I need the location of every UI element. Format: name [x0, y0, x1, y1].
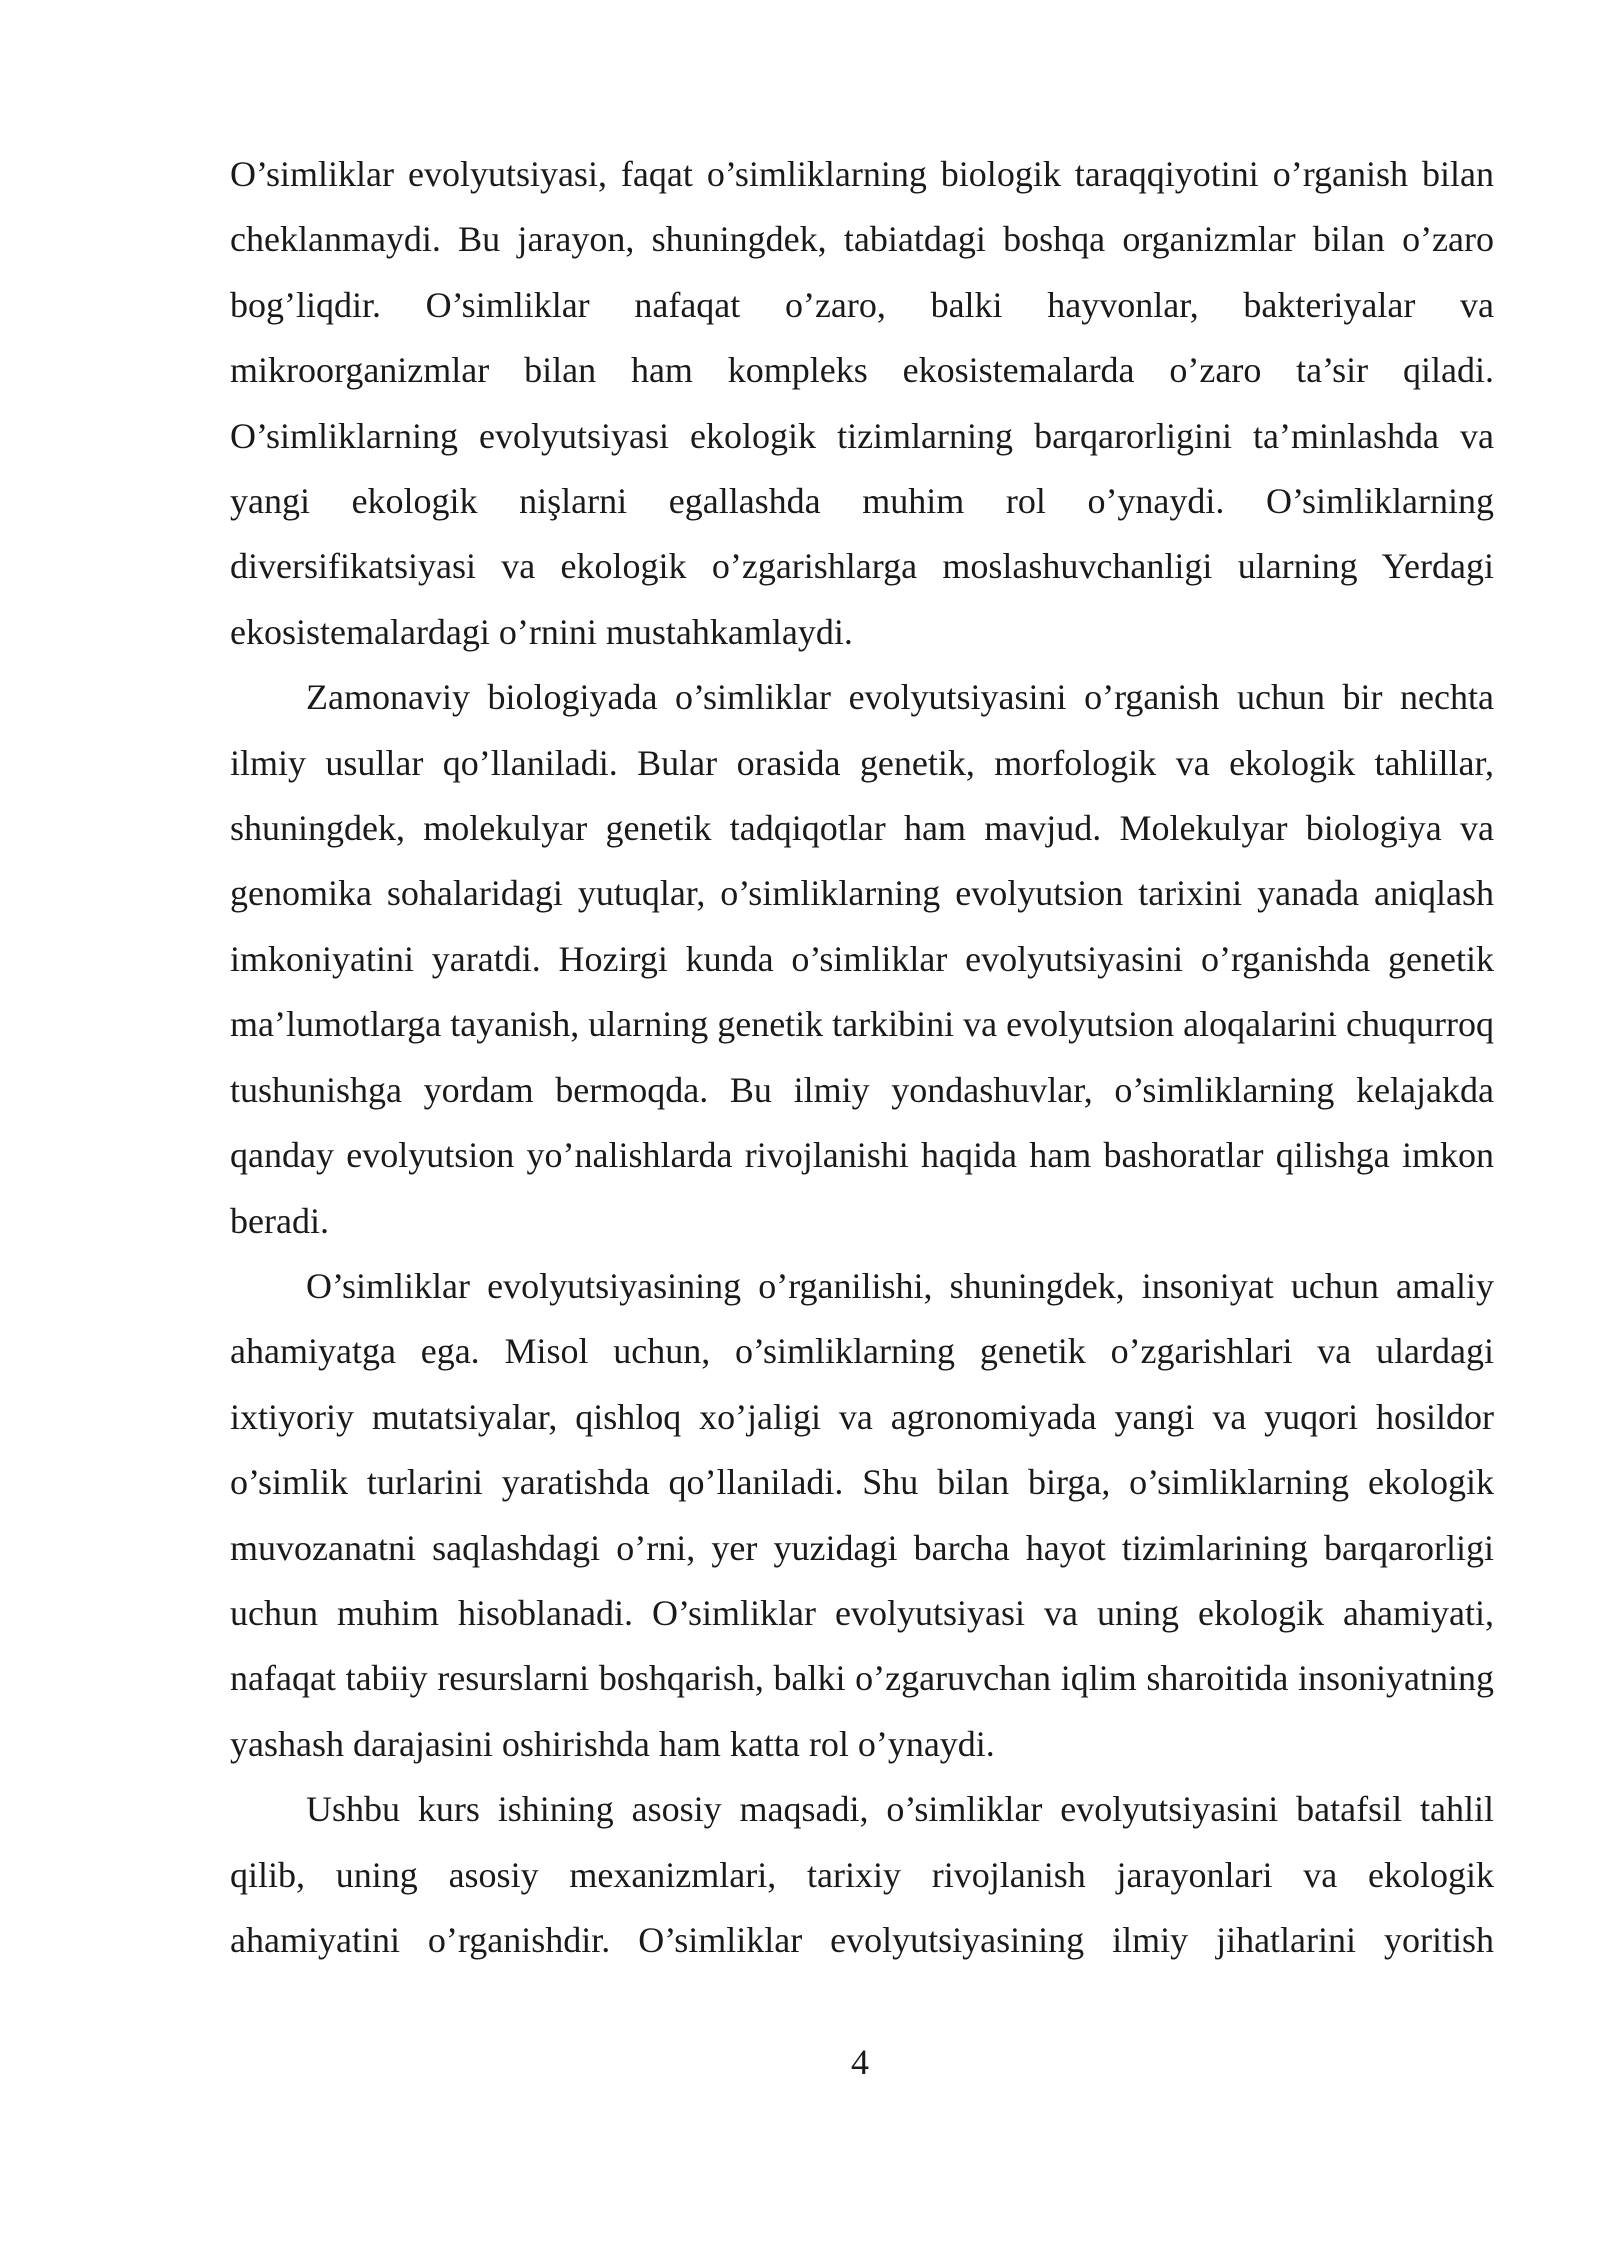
body-text: [230, 142, 1494, 1973]
paragraph-4: Ushbu kurs ishining asosiy maqsadi, o’simliklar evolyutsiyasini batafsil tahlil qilib, uning asosiy mexanizmlari, tarixiy rivojlanish jarayonlari va ekologik ahamiyatini o’rganishdir. O’simliklar evolyutsiyasining ilmiy jihatlarini yoritish: [230, 1789, 1494, 1960]
paragraph-1: O’simliklar evolyutsiyasi, faqat o’simliklarning biologik taraqqiyotini o’rganish bilan cheklanmaydi. Bu jarayon, shuningdek, tabiatdagi boshqa organizmlar bilan o’zaro bog’liqdir. O’simliklar nafaqat o’zaro, balki hayvonlar, bakteriyalar va mikroorganizmlar bilan ham kompleks ekosistemalarda o’zaro ta’sir qiladi. O’simliklarning evolyutsiyasi ekologik tizimlarning barqarorligini ta’minlashda va yangi ekologik nişlarni egallashda muhim rol o’ynaydi. O’simliklarning diversifikatsiyasi va ekologik o’zgarishlarga moslashuvchanligi ularning Yerdagi ekosistemalardagi o’rnini mustahkamlaydi.: [230, 154, 1494, 652]
page-number: 4: [851, 2042, 869, 2082]
paragraph-2: Zamonaviy biologiyada o’simliklar evolyutsiyasini o’rganish uchun bir nechta ilmiy usullar qo’llaniladi. Bular orasida genetik, morfologik va ekologik tahlillar, shuningdek, molekulyar genetik tadqiqotlar ham mavjud. Molekulyar biologiya va genomika sohalaridagi yutuqlar, o’simliklarning evolyutsion tarixini yanada aniqlash imkoniyatini yaratdi. Hozirgi kunda o’simliklar evolyutsiyasini o’rganishda genetik ma’lumotlarga tayanish, ularning genetik tarkibini va evolyutsion aloqalarini chuqurroq tushunishga yordam bermoqda. Bu ilmiy yondashuvlar, o’simliklarning kelajakda qanday evolyutsion yo’nalishlarda rivojlanishi haqida ham bashoratlar qilishga imkon beradi.: [230, 677, 1495, 1241]
paragraph-3: O’simliklar evolyutsiyasining o’rganilishi, shuningdek, insoniyat uchun amaliy ahamiyatga ega. Misol uchun, o’simliklarning genetik o’zgarishlari va ulardagi ixtiyoriy mutatsiyalar, qishloq xo’jaligi va agronomiyada yangi va yuqori hosildor o’simlik turlarini yaratishda qo’llaniladi. Shu bilan birga, o’simliklarning ekologik muvozanatni saqlashdagi o’rni, yer yuzidagi barcha hayot tizimlarining barqarorligi uchun muhim hisoblanadi. O’simliklar evolyutsiyasi va uning ekologik ahamiyati, nafaqat tabiiy resurslarni boshqarish, balki o’zgaruvchan iqlim sharoitida insoniyatning yashash darajasini oshirishda ham katta rol o’ynaydi.: [230, 1265, 1494, 1764]
